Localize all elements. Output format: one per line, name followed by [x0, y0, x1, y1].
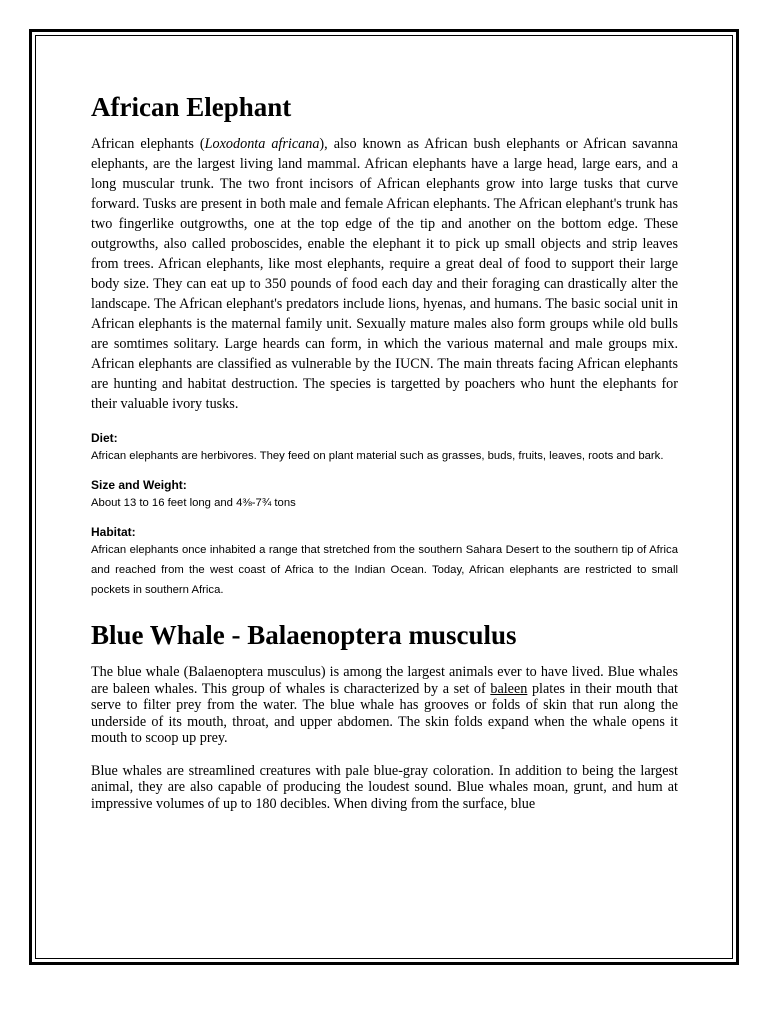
- elephant-title: African Elephant: [91, 92, 292, 122]
- habitat-section: [91, 524, 678, 600]
- size-weight-heading: Size and Weight:: [91, 478, 187, 492]
- diet-text: African elephants are herbivores. They feed on plant material such as grasses, buds, fruits, leaves, roots and bark.: [91, 450, 664, 462]
- elephant-scientific-name: Loxodonta africana: [204, 136, 320, 152]
- whale-title: Blue Whale - Balaenoptera musculus: [91, 620, 517, 650]
- habitat-heading: Habitat:: [91, 525, 136, 539]
- elephant-intro-start: African elephants (: [91, 136, 205, 152]
- whale-p1-rest: plates in their mouth that serve to filter prey from the water. The blue whale has grooves or folds of skin that run along the underside of its mouth, throat, and upper abdomen. The skin folds expand when the whale opens it mouth to scoop up prey.: [91, 680, 678, 746]
- whale-paragraph-1: [91, 664, 678, 747]
- diet-section: [91, 430, 678, 466]
- elephant-intro-rest: ), also known as African bush elephants or African savanna elephants, are the largest living land mammal. African elephants have a large head, large ears, and a long muscular trunk. The two front incisors of African elephants grow into large tusks that curve forward. Tusks are present in both male and female African elephants. The African elephant's trunk has two fingerlike outgrowths, one at the top edge of the tip and another on the bottom edge. These outgrowths, also called proboscides, enable the elephant it to pick up small objects and strip leaves from trees. African elephants, like most elephants, require a great deal of food to support their large body size. They can eat up to 350 pounds of food each day and their foraging can drastically alter the landscape. The African elephant's predators include lions, hyenas, and humans. The basic social unit in African elephants is the maternal family unit. Sexually mature males also form groups while old bulls are somtimes solitary. Large heards can form, in which the various maternal and male groups mix. African elephants are classified as vulnerable by the IUCN. The main threats facing African elephants are hunting and habitat destruction. The species is targetted by poachers who hunt the elephants for their valuable ivory tusks.: [91, 136, 678, 412]
- baleen-link[interactable]: baleen: [490, 680, 528, 697]
- diet-heading: Diet:: [91, 431, 118, 445]
- elephant-intro-paragraph: [91, 134, 678, 414]
- whale-p1-start: The blue whale (Balaenoptera musculus) is among the largest animals ever to have lived. Blue whales are baleen whales. This group of whales is characterized by a set of: [91, 664, 678, 697]
- size-weight-text: About 13 to 16 feet long and 4⅜-7¾ tons: [91, 497, 296, 509]
- paragraph-spacer: [91, 747, 678, 763]
- whale-paragraph-2: Blue whales are streamlined creatures with pale blue-gray coloration. In addition to being the largest animal, they are also capable of producing the loudest sound. Blue whales moan, grunt, and hum at impressive volumes of up to 180 decibles. When diving from the surface, blue: [91, 762, 678, 812]
- document-body: [91, 90, 678, 812]
- size-weight-section: [91, 477, 678, 513]
- habitat-text: African elephants once inhabited a range that stretched from the southern Sahara Desert to the southern tip of Africa and reached from the west coast of Africa to the Indian Ocean. Today, African elephants are restricted to small pockets in southern Africa.: [91, 544, 678, 596]
